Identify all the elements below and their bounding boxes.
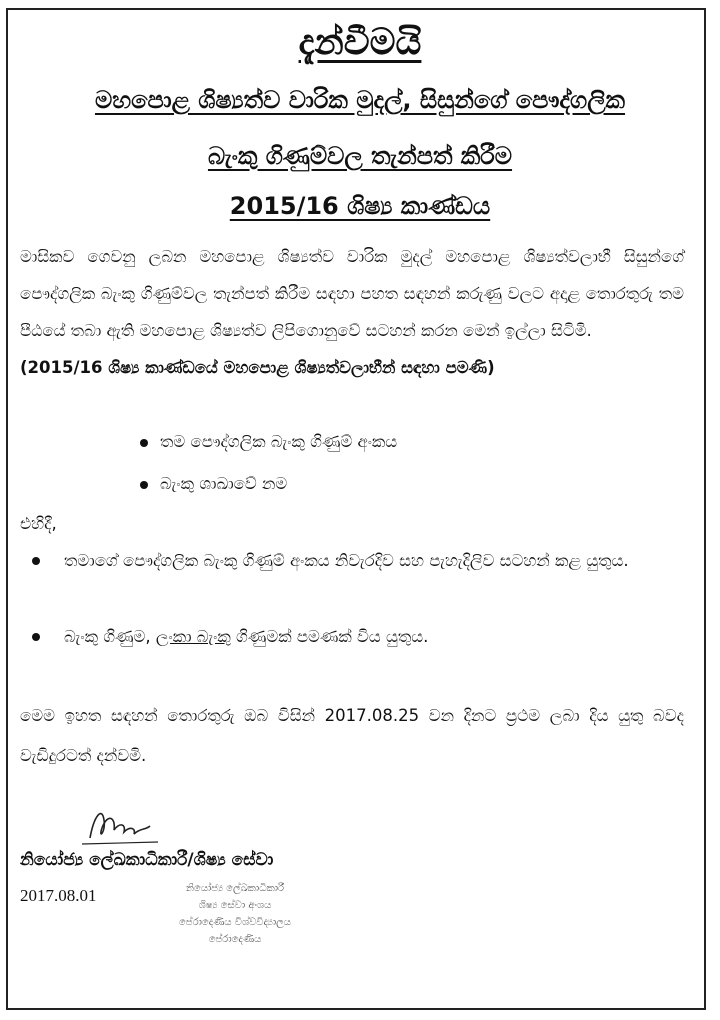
requirement-prefix: බැංකු ගිණුම, xyxy=(64,627,156,646)
bullet-icon xyxy=(32,633,40,641)
bullet-icon xyxy=(32,557,40,565)
stamp-line: පේරාදෙණිය xyxy=(208,934,262,945)
bullet-icon xyxy=(140,481,148,489)
signature-image xyxy=(80,798,170,848)
ehidi-label: එහිදී, xyxy=(20,514,57,533)
body-paragraph xyxy=(20,238,684,386)
requirement-item xyxy=(26,542,686,579)
requirement-text xyxy=(64,618,686,655)
bullet-text: බැංකු ශාඛාවේ නම xyxy=(160,474,288,493)
list-item xyxy=(140,432,397,452)
notice-title: දැන්වීමයි xyxy=(298,22,422,63)
stamp-line: පේරාදෙණිය විශ්වවිද්‍යාලය xyxy=(179,917,291,928)
requirement-suffix: ගිණුමක් පමණක් විය යුතුය. xyxy=(230,627,429,646)
stamp-line: නියෝජ්‍ය ලේඛකාධිකාරී xyxy=(185,883,285,894)
subtitle-line-2: බැංකු ගිණුම්වල තැන්පත් කිරීම xyxy=(207,142,513,170)
signatory-title: නියෝජ්‍ය ලේඛකාධිකාරී/ශිෂ්‍ය සේවා xyxy=(20,850,274,870)
notice-date: 2017.08.01 xyxy=(20,886,97,905)
bullet-icon xyxy=(140,439,148,447)
requirement-text: තමාගේ පෞද්ගලික බැංකු ගිණුම් අංකය නිවැරදිව සහ පැහැදිලිව සටහන් කළ යුතුය. xyxy=(64,551,629,570)
subtitle-line-1: මහපොළ ශිෂ්‍යත්ව වාරික මුදල්, සිසුන්ගේ පෞද්ගලික xyxy=(94,86,626,114)
body-text: මාසිකව ගෙවනු ලබන මහපොළ ශිෂ්‍යත්ව වාරික මුදල් මහපොළ ශිෂ්‍යත්වලාභී සිසුන්ගේ පෞද්ගලික බැංකු ගිණුම්වල තැන්පත් කිරීම සඳහා පහත සඳහන් කරුණු වලට අදාළ තොරතුරු තම පීඨයේ තබා ඇති මහපොළ ශිෂ්‍යත්ව ලිපිගොනුවේ සටහන් කරන මෙන් ඉල්ලා සිටිමි. xyxy=(20,247,684,340)
closing-paragraph: මෙම ඉහත සඳහන් තොරතුරු ඔබ විසින් 2017.08.25 වන දිනට ප්‍රථම ලබා දිය යුතු බවද වැඩිදුරටත් දන්වමි. xyxy=(20,706,684,765)
subtitle-line-3: 2015/16 ශිෂ්‍ය කාණ්ඩය xyxy=(229,192,491,220)
official-stamp xyxy=(160,880,310,948)
eligibility-note: (2015/16 ශිෂ්‍ය කාණ්ඩයේ මහපොළ ශිෂ්‍යත්වලාභීන් සඳහා පමණි) xyxy=(20,358,495,377)
stamp-line: ශිෂ්‍ය සේවා අංශය xyxy=(198,900,272,911)
list-item xyxy=(140,474,287,494)
bullet-text: තම පෞද්ගලික බැංකු ගිණුම් අංකය xyxy=(160,432,398,451)
bank-name: ලංකා බැංකු xyxy=(155,627,231,646)
requirement-item xyxy=(26,618,686,655)
